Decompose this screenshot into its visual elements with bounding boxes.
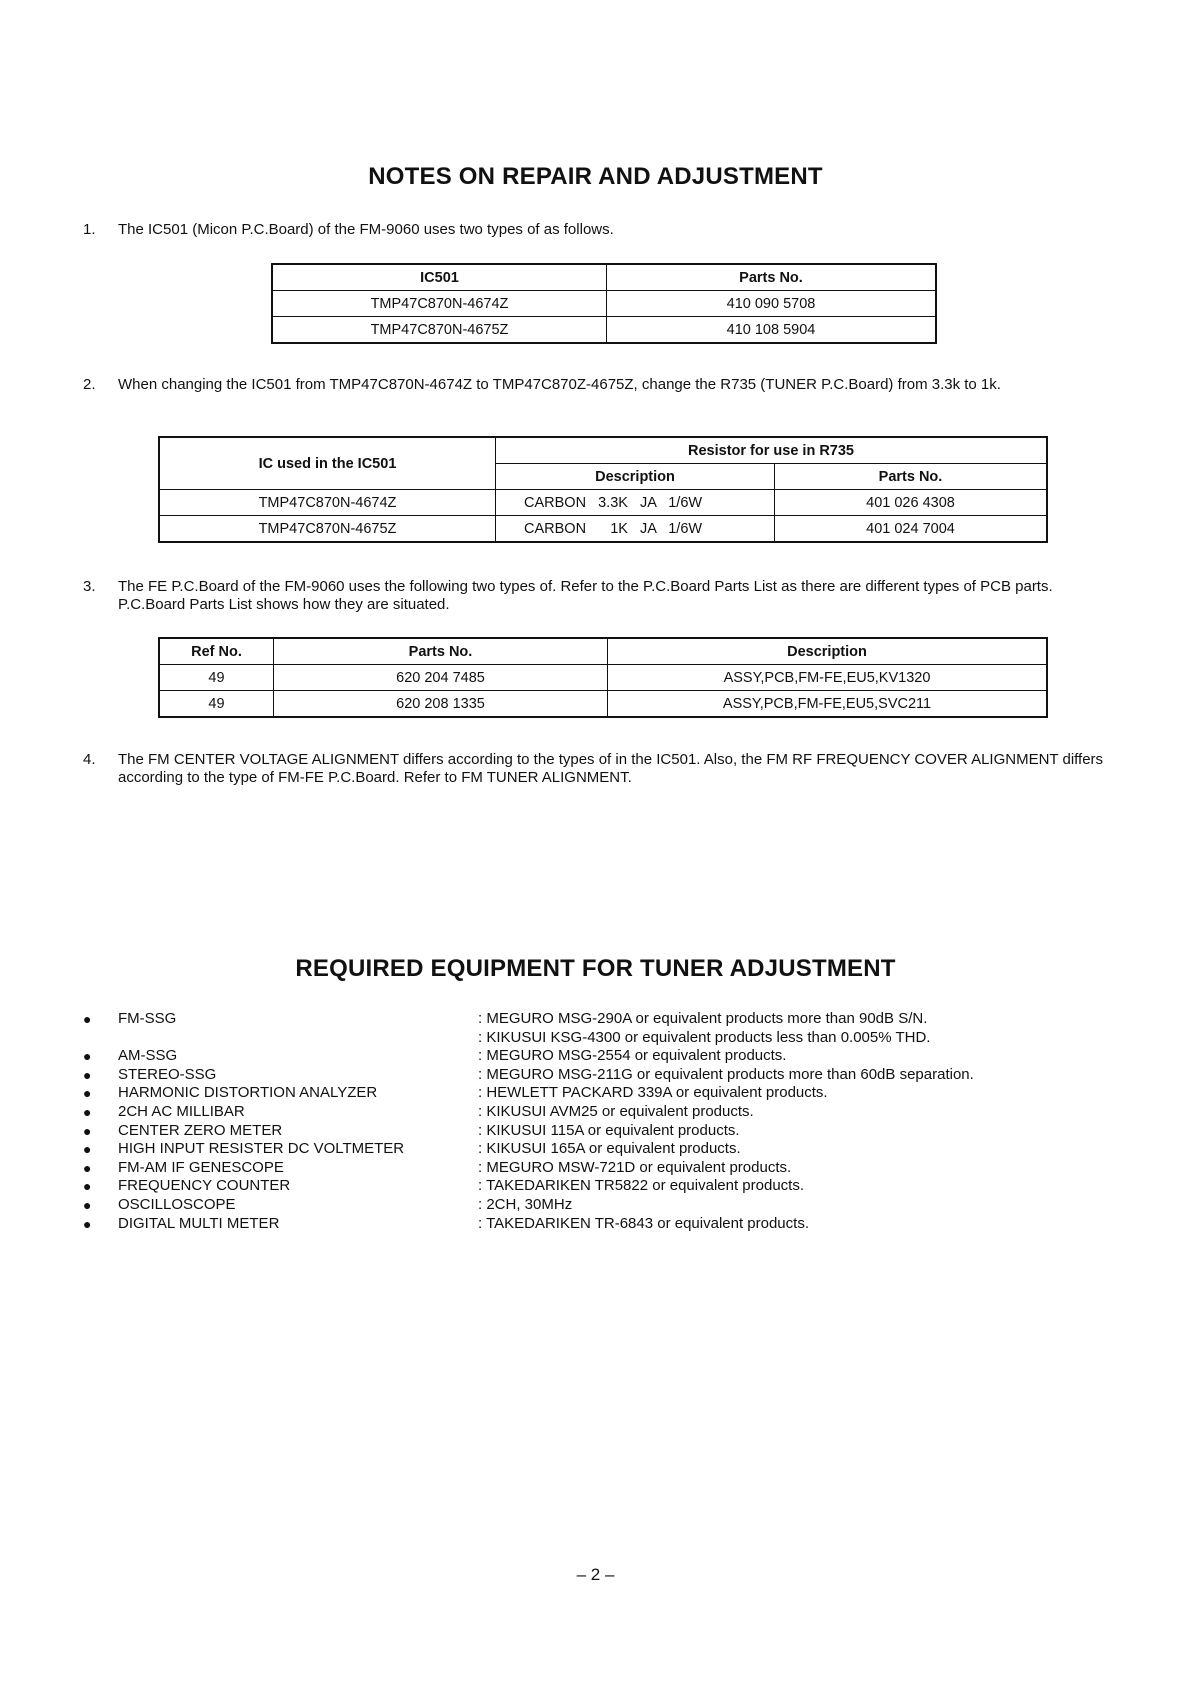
fe-pcboard-table (158, 637, 1048, 718)
table-cell: 49 (159, 691, 274, 718)
note-number: 3. (83, 578, 96, 595)
equipment-spec: : KIKUSUI KSG-4300 or equivalent products less than 0.005% THD. (478, 1028, 931, 1046)
table-cell: TMP47C870N-4674Z (159, 490, 496, 516)
equipment-spec: : MEGURO MSG-211G or equivalent products more than 60dB separation. (478, 1065, 974, 1083)
bullet-icon: ● (83, 1159, 92, 1176)
ic501-parts-table (271, 263, 937, 344)
equipment-spec: : KIKUSUI 165A or equivalent products. (478, 1140, 741, 1158)
table-row (159, 516, 1047, 543)
bullet-icon: ● (83, 1011, 92, 1027)
table-header: Parts No. (607, 264, 937, 291)
section-title-notes: NOTES ON REPAIR AND ADJUSTMENT (368, 163, 823, 190)
table-row (159, 665, 1047, 691)
table-cell: CARBON 3.3K JA 1/6W (496, 490, 775, 516)
equipment-spec: : MEGURO MSG-290A or equivalent products more than 90dB S/N. (478, 1010, 928, 1027)
section-title-equipment: REQUIRED EQUIPMENT FOR TUNER ADJUSTMENT (295, 955, 896, 982)
table-row (159, 490, 1047, 516)
list-item (83, 1140, 1143, 1159)
note-text: The FE P.C.Board of the FM-9060 uses the following two types of. Refer to the P.C.Board Parts List as there are different types of PCB parts. P.C.Board Parts List shows how they are situated. (118, 578, 1053, 613)
equipment-list (83, 1010, 1143, 1233)
equipment-spec: : MEGURO MSW-721D or equivalent products. (478, 1158, 792, 1176)
bullet-icon: ● (83, 1196, 92, 1213)
table-header: Ref No. (159, 638, 274, 665)
list-item (83, 1084, 1143, 1103)
equipment-spec: : HEWLETT PACKARD 339A or equivalent products. (478, 1084, 828, 1102)
list-item (83, 1215, 1143, 1234)
table-header: IC501 (272, 264, 607, 291)
equipment-spec: : TAKEDARIKEN TR-6843 or equivalent products. (478, 1214, 809, 1232)
table-cell: CARBON 1K JA 1/6W (496, 516, 775, 543)
table-header: Description (496, 464, 775, 490)
table-cell: 620 208 1335 (274, 691, 608, 718)
table-header: Parts No. (775, 464, 1048, 490)
list-item (83, 1047, 1143, 1066)
table-row (272, 291, 936, 317)
table-row (272, 317, 936, 344)
equipment-name: CENTER ZERO METER (118, 1121, 283, 1139)
bullet-icon: ● (83, 1066, 92, 1083)
table-cell: TMP47C870N-4674Z (272, 291, 607, 317)
list-item (83, 1159, 1143, 1178)
table-cell: 401 024 7004 (775, 516, 1048, 543)
list-item (83, 1122, 1143, 1141)
equipment-name: FM-SSG (118, 1010, 177, 1027)
table-cell: ASSY,PCB,FM-FE,EU5,KV1320 (608, 665, 1048, 691)
note-number: 1. (83, 221, 96, 238)
equipment-spec: : KIKUSUI 115A or equivalent products. (478, 1121, 740, 1139)
bullet-icon: ● (83, 1085, 92, 1102)
equipment-name: FM-AM IF GENESCOPE (118, 1158, 284, 1176)
table-cell: 49 (159, 665, 274, 691)
table-cell: 401 026 4308 (775, 490, 1048, 516)
table-cell: 620 204 7485 (274, 665, 608, 691)
table-cell: TMP47C870N-4675Z (159, 516, 496, 543)
table-row (159, 691, 1047, 718)
bullet-icon: ● (83, 1048, 92, 1065)
bullet-icon: ● (83, 1141, 92, 1158)
table-header: Description (608, 638, 1048, 665)
table-cell: ASSY,PCB,FM-FE,EU5,SVC211 (608, 691, 1048, 718)
equipment-spec: : KIKUSUI AVM25 or equivalent products. (478, 1102, 754, 1120)
equipment-name: DIGITAL MULTI METER (118, 1214, 280, 1232)
table-header: Parts No. (274, 638, 608, 665)
note-number: 4. (83, 751, 96, 768)
list-item (83, 1103, 1143, 1122)
note-number: 2. (83, 376, 96, 393)
page-number: – 2 – (576, 1565, 615, 1584)
list-item (83, 1010, 1143, 1029)
equipment-name: HIGH INPUT RESISTER DC VOLTMETER (118, 1140, 405, 1158)
equipment-name: STEREO-SSG (118, 1065, 217, 1083)
list-item (83, 1177, 1143, 1196)
r735-resistor-table (158, 436, 1048, 543)
equipment-name: FREQUENCY COUNTER (118, 1177, 291, 1195)
bullet-icon: ● (83, 1122, 92, 1139)
equipment-name: AM-SSG (118, 1047, 178, 1065)
bullet-icon: ● (83, 1215, 92, 1232)
list-item (83, 1029, 1143, 1048)
table-header: IC used in the IC501 (159, 437, 496, 490)
list-item (83, 1196, 1143, 1215)
note-text: The IC501 (Micon P.C.Board) of the FM-9060 uses two types of as follows. (118, 221, 614, 238)
equipment-spec: : MEGURO MSG-2554 or equivalent products. (478, 1047, 787, 1065)
table-cell: 410 108 5904 (607, 317, 937, 344)
table-group-header: Resistor for use in R735 (496, 437, 1048, 464)
equipment-name: OSCILLOSCOPE (118, 1195, 236, 1213)
list-item (83, 1066, 1143, 1085)
equipment-name: HARMONIC DISTORTION ANALYZER (118, 1084, 378, 1102)
bullet-icon: ● (83, 1103, 92, 1120)
note-text: When changing the IC501 from TMP47C870N-4674Z to TMP47C870Z-4675Z, change the R735 (TUNER P.C.Board) from 3.3k to 1k. (118, 376, 1001, 393)
equipment-spec: : TAKEDARIKEN TR5822 or equivalent products. (478, 1177, 804, 1195)
note-text: The FM CENTER VOLTAGE ALIGNMENT differs according to the types of in the IC501. Also, the FM RF FREQUENCY COVER ALIGNMENT differs according to the type of FM-FE P.C.Board. Refer to FM TUNER ALIGNMENT. (118, 751, 1104, 786)
equipment-name: 2CH AC MILLIBAR (118, 1102, 245, 1120)
table-cell: 410 090 5708 (607, 291, 937, 317)
table-cell: TMP47C870N-4675Z (272, 317, 607, 344)
equipment-spec: : 2CH, 30MHz (478, 1195, 573, 1213)
bullet-icon: ● (83, 1178, 92, 1195)
